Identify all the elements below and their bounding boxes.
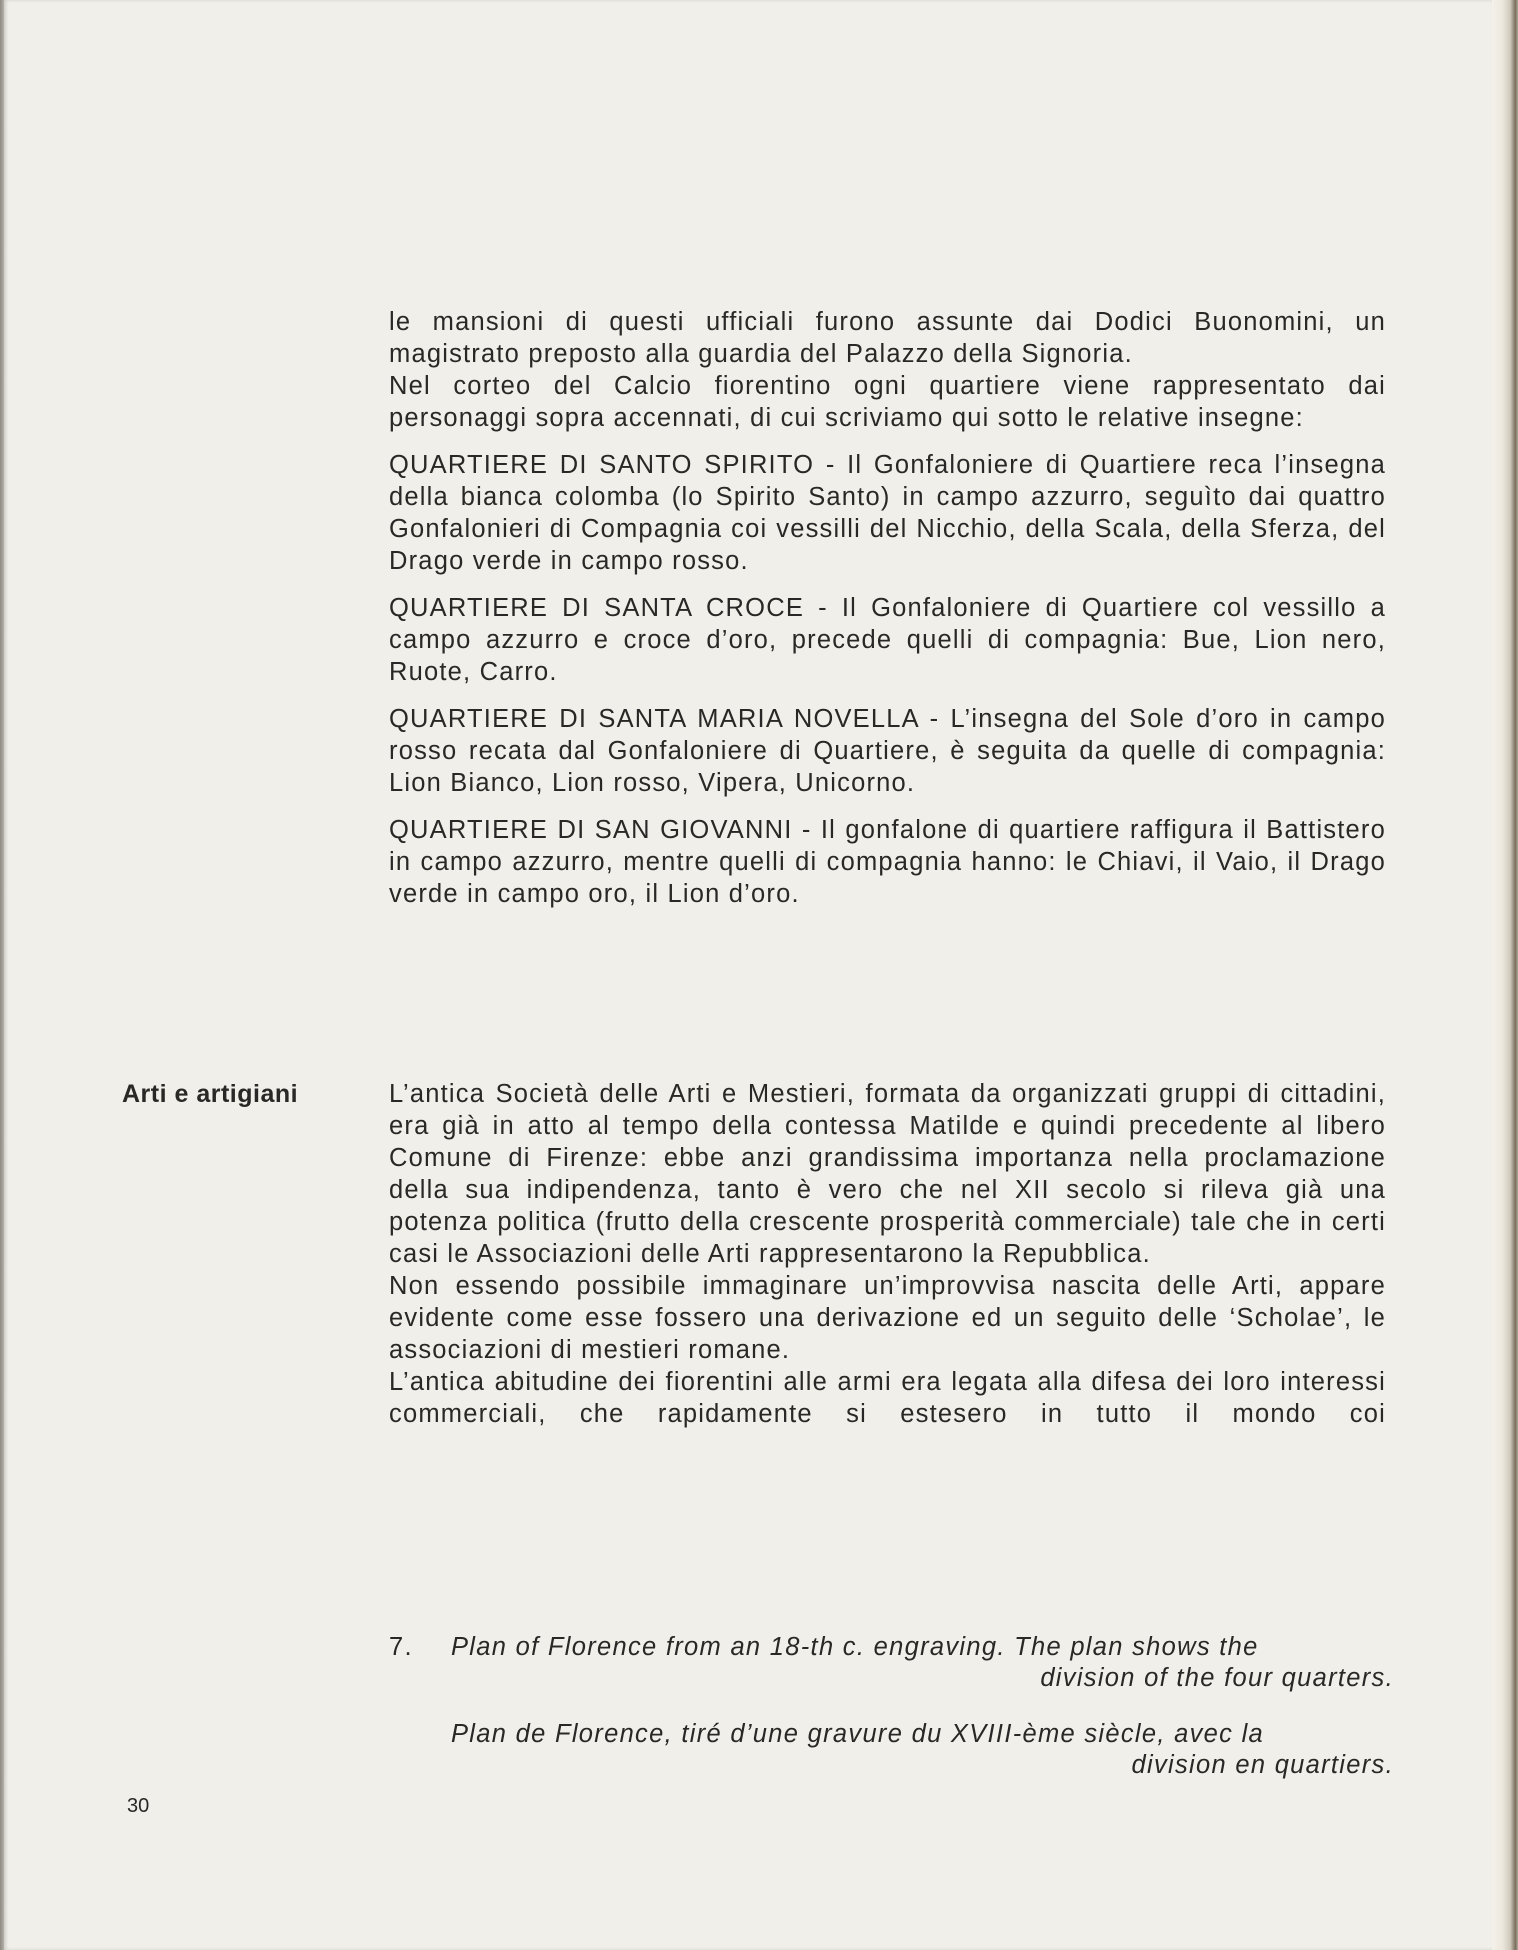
arti-paragraph-3: L’antica abitudine dei fiorentini alle armi era legata alla difesa dei loro interessi commerciali, che rapidamente si estesero in tutto il mondo coi bbox=[389, 1368, 1386, 1428]
figure-caption bbox=[389, 1632, 1394, 1781]
caption-number: 7. bbox=[389, 1633, 413, 1661]
caption-french-line2: division en quartiers. bbox=[1131, 1751, 1394, 1779]
page-number: 30 bbox=[127, 1795, 150, 1817]
santa-maria-novella-paragraph: QUARTIERE DI SANTA MARIA NOVELLA - L’insegna del Sole d’oro in campo rosso recata dal Gonfaloniere di Quartiere, è seguita da quelle di compagnia: Lion Bianco, Lion rosso, Vipera, Unicorno. bbox=[389, 705, 1386, 797]
quartieri-text-block bbox=[389, 306, 1386, 910]
caption-english-line1: Plan of Florence from an 18-th c. engraving. The plan shows the bbox=[451, 1633, 1259, 1661]
arti-paragraph-1: L’antica Società delle Arti e Mestieri, formata da organizzati gruppi di cittadini, era già in atto al tempo della contessa Matilde e quindi precedente al libero Comune di Firenze: ebbe anzi grandissima importanza nella proclamazione della sua indipendenza, tanto è vero che nel XII secolo si rileva già una potenza politica (frutto della crescente prosperità commerciale) tale che in certi casi le Associazioni delle Arti rappresentarono la Repubblica. bbox=[389, 1080, 1386, 1268]
santa-croce-paragraph: QUARTIERE DI SANTA CROCE - Il Gonfaloniere di Quartiere col vessillo a campo azzurro e croce d’oro, precede quelli di compagnia: Bue, Lion nero, Ruote, Carro. bbox=[389, 594, 1386, 686]
caption-french-line1: Plan de Florence, tiré d’une gravure du XVIII-ème siècle, avec la bbox=[451, 1720, 1265, 1748]
arti-paragraph-2: Non essendo possibile immaginare un’improvvisa nascita delle Arti, appare evidente come esse fossero una derivazione ed un seguito delle ‘Scholae’, le associazioni di mestieri romane. bbox=[389, 1272, 1386, 1364]
caption-french-line1-row bbox=[389, 1719, 1394, 1750]
intro-paragraph-1: le mansioni di questi ufficiali furono assunte dai Dodici Buonomini, un magistrato preposto alla guardia del Palazzo della Signoria. bbox=[389, 308, 1386, 368]
section-heading-arti: Arti e artigiani bbox=[122, 1080, 299, 1108]
page-edge-stack bbox=[1492, 0, 1518, 1950]
intro-paragraph-2: Nel corteo del Calcio fiorentino ogni quartiere viene rappresentato dai personaggi sopra accennati, di cui scriviamo qui sotto le relative insegne: bbox=[389, 372, 1386, 432]
santo-spirito-paragraph: QUARTIERE DI SANTO SPIRITO - Il Gonfaloniere di Quartiere reca l’insegna della bianca colomba (lo Spirito Santo) in campo azzurro, seguìto dai quattro Gonfalonieri di Compagnia coi vessilli del Nicchio, della Scala, della Sferza, del Drago verde in campo rosso. bbox=[389, 451, 1386, 575]
san-giovanni-paragraph: QUARTIERE DI SAN GIOVANNI - Il gonfalone di quartiere raffigura il Battistero in campo azzurro, mentre quelli di compagnia hanno: le Chiavi, il Vaio, il Drago verde in campo oro, il Lion d’oro. bbox=[389, 816, 1386, 908]
caption-english-line1-row bbox=[389, 1632, 1394, 1663]
arti-text-block bbox=[389, 1078, 1386, 1430]
book-page bbox=[4, 0, 1492, 1950]
caption-english-line2: division of the four quarters. bbox=[1040, 1664, 1394, 1692]
